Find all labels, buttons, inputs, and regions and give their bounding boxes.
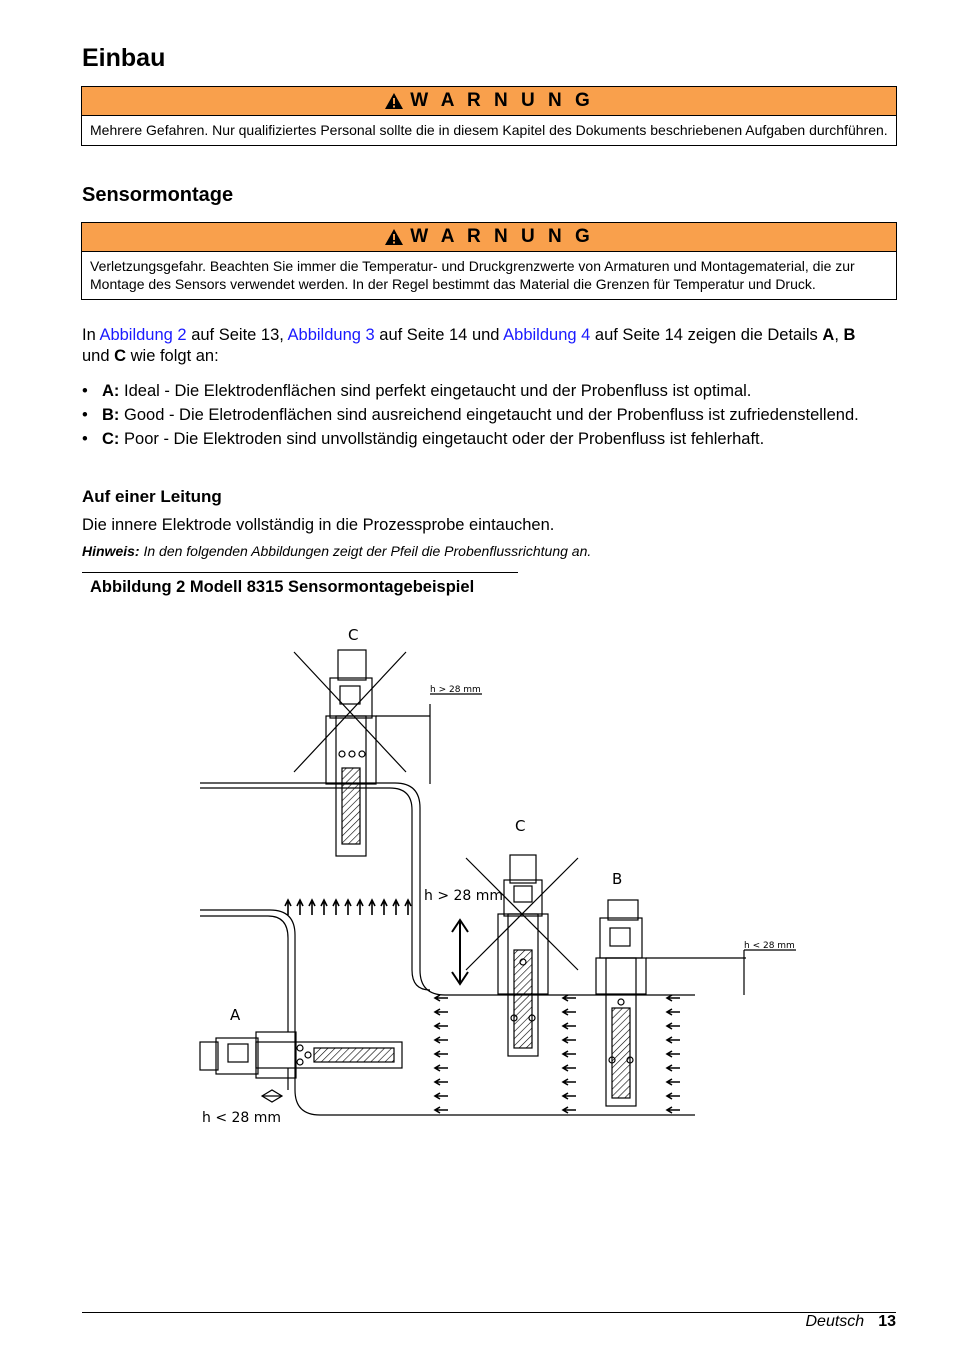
link-abbildung-3[interactable]: Abbildung 3 (287, 326, 375, 344)
note-text: In den folgenden Abbildungen zeigt der Pfeil die Probenflussrichtung an. (139, 543, 592, 559)
figure-label: h < 28 mm (744, 941, 795, 951)
sensor-c-middle (466, 855, 578, 1056)
figure-label: C (348, 626, 359, 644)
link-abbildung-2[interactable]: Abbildung 2 (99, 326, 187, 344)
link-abbildung-4[interactable]: Abbildung 4 (503, 326, 591, 344)
sensor-b (596, 900, 646, 1106)
bullet-list (82, 381, 882, 453)
figure-caption: Abbildung 2 Modell 8315 Sensormontagebeispiel (82, 572, 518, 597)
intro-text: , (834, 326, 844, 344)
detail-b: B (843, 326, 856, 344)
subsection-title: Auf einer Leitung (82, 487, 222, 506)
warning-box-general (81, 86, 897, 146)
page-number: 13 (878, 1313, 896, 1330)
intro-text: auf Seite 14 zeigen die Details (590, 326, 823, 344)
bullet-key: A: (102, 382, 120, 400)
note (82, 543, 591, 559)
intro-text: und (82, 347, 115, 365)
warning-text: Mehrere Gefahren. Nur qualifiziertes Personal sollte die in diesem Kapitel des Dokuments beschriebenen Aufgaben durchführen. (90, 122, 888, 138)
warning-label: W A R N U N G (410, 226, 594, 247)
list-item: • B: Good - Die Eletrodenflächen sind ausreichend eingetaucht und der Probenfluss ist zufriedenstellend. (82, 406, 859, 424)
intro-text: auf Seite 13, (186, 326, 288, 344)
intro-text: auf Seite 14 und (374, 326, 504, 344)
footer-language: Deutsch (805, 1313, 865, 1330)
figure-label: h > 28 mm (430, 685, 481, 695)
page-title: Einbau (82, 44, 166, 72)
detail-a: A (822, 326, 835, 344)
list-item: • A: Ideal - Die Elektrodenflächen sind perfekt eingetaucht und der Probenfluss ist optimal. (82, 382, 752, 400)
bullet-key: B: (102, 406, 120, 424)
sensor-mounting-diagram (190, 620, 810, 1140)
warning-text: Verletzungsgefahr. Beachten Sie immer die Temperatur- und Druckgrenzwerte von Armaturen und Montagematerial, die zur Montage des Sensors verwendet werden. In der Regel bestimmt das Material die Grenzen für Temperatur und Druck. (90, 258, 855, 292)
warning-box-sensor (81, 222, 897, 300)
flow-arrows-left (435, 995, 680, 1113)
bullet-text: Good - Die Eletrodenflächen sind ausreichend eingetaucht und der Probenfluss ist zufriedenstellend. (119, 406, 859, 424)
figure-label: h > 28 mm (424, 888, 504, 904)
bullet-text: Ideal - Die Elektrodenflächen sind perfekt eingetaucht und der Probenfluss ist optimal. (119, 382, 752, 400)
warning-header (82, 87, 896, 116)
footer (806, 1313, 897, 1331)
intro-text: In (82, 326, 100, 344)
detail-c: C (114, 347, 127, 365)
footer-divider (82, 1312, 896, 1313)
list-item: • C: Poor - Die Elektroden sind unvollständig eingetaucht oder der Probenfluss ist fehlerhaft. (82, 430, 765, 448)
flow-arrows-up (285, 900, 411, 915)
warning-triangle-icon (384, 92, 404, 110)
figure-label: h < 28 mm (202, 1110, 282, 1126)
section-title: Sensormontage (82, 184, 234, 206)
subsection-body: Die innere Elektrode vollständig in die Prozessprobe eintauchen. (82, 516, 555, 534)
intro-text: wie folgt an: (126, 347, 219, 365)
bullet-text: Poor - Die Elektroden sind unvollständig eingetaucht oder der Probenfluss ist fehlerhaft. (119, 430, 765, 448)
bullet-key: C: (102, 430, 120, 448)
warning-triangle-icon (384, 228, 404, 246)
warning-header (82, 223, 896, 252)
warning-label: W A R N U N G (410, 90, 594, 111)
sensor-c-top (294, 650, 406, 856)
intro-paragraph (82, 325, 882, 367)
figure-label: C (515, 817, 526, 835)
figure-label: A (230, 1006, 241, 1024)
figure-label: B (612, 870, 623, 888)
sensor-a (200, 1032, 402, 1078)
note-label: Hinweis: (82, 543, 140, 559)
